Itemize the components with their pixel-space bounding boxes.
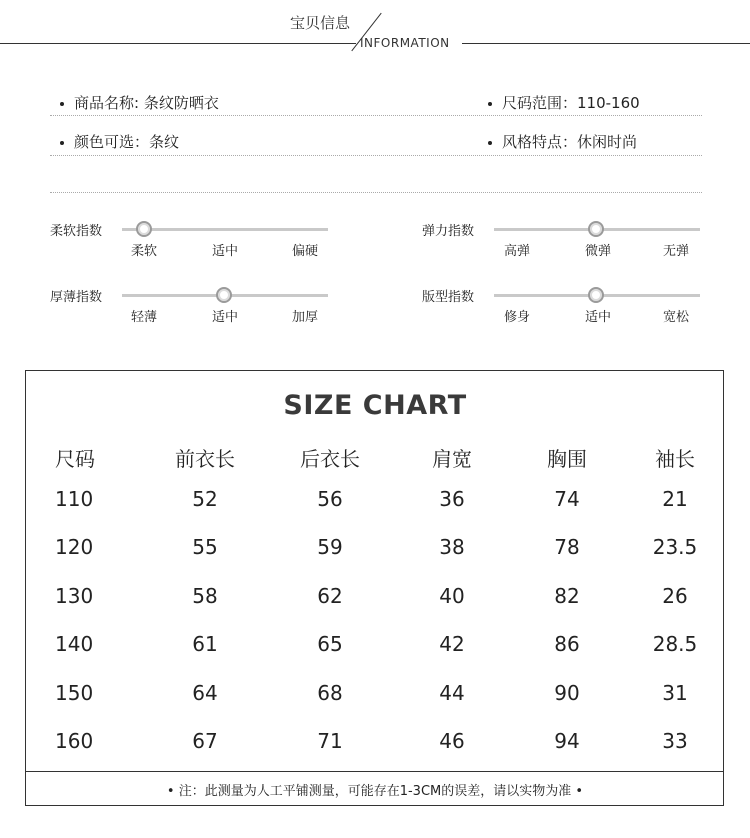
size-table-cell: 67 [192, 729, 218, 753]
header-title: 宝贝信息 [290, 14, 351, 32]
info-style-text: 风格特点：休闲时尚 [502, 133, 638, 151]
size-table-header: 前衣长 [175, 447, 235, 471]
size-table-cell: 160 [55, 729, 94, 753]
size-table-cell: 110 [55, 487, 94, 511]
size-table-cell: 68 [317, 681, 343, 705]
size-chart-title: SIZE CHART [283, 390, 467, 421]
header-rule-left [0, 43, 356, 44]
slider-tick: 加厚 [291, 310, 319, 325]
info-style [488, 131, 637, 152]
slider-softness-knob [136, 221, 152, 237]
size-table-cell: 58 [192, 584, 218, 608]
info-color-text: 颜色可选：条纹 [74, 133, 180, 151]
info-product-name-text: 商品名称: 条纹防晒衣 [74, 94, 219, 112]
slider-tick: 适中 [211, 244, 239, 259]
size-table-cell: 56 [317, 487, 343, 511]
slider-fit-knob [588, 287, 604, 303]
size-table-cell: 55 [192, 535, 218, 559]
measurement-note: • 注：此测量为人工平铺测量，可能存在1-3CM的误差，请以实物为准 • [166, 784, 584, 799]
size-table-cell: 71 [317, 729, 343, 753]
size-table-header: 后衣长 [300, 447, 360, 471]
info-color [60, 131, 179, 152]
size-table-cell: 38 [439, 535, 465, 559]
size-table-cell: 94 [554, 729, 580, 753]
slider-thickness-label: 厚薄指数 [50, 290, 103, 305]
size-table-cell: 46 [439, 729, 465, 753]
slider-tick: 柔软 [130, 244, 158, 259]
slider-thickness-knob [216, 287, 232, 303]
bullet-icon [488, 141, 492, 145]
slider-softness-label: 柔软指数 [50, 224, 103, 239]
info-divider [50, 115, 702, 116]
size-table-cell: 130 [55, 584, 94, 608]
size-table-cell: 61 [192, 632, 218, 656]
note-divider [25, 771, 724, 772]
size-table-cell: 62 [317, 584, 343, 608]
size-table-cell: 64 [192, 681, 218, 705]
slider-tick: 高弹 [503, 244, 531, 259]
size-table-cell: 78 [554, 535, 580, 559]
size-table-cell: 44 [439, 681, 465, 705]
size-table-cell: 42 [439, 632, 465, 656]
size-table-header: 胸围 [547, 447, 587, 471]
size-table-cell: 86 [554, 632, 580, 656]
size-table-cell: 74 [554, 487, 580, 511]
slider-elasticity-knob [588, 221, 604, 237]
bullet-icon [60, 102, 64, 106]
info-divider [50, 155, 702, 156]
size-table-cell: 140 [55, 632, 94, 656]
slider-tick: 修身 [503, 310, 531, 325]
size-table-cell: 90 [554, 681, 580, 705]
slider-tick: 无弹 [662, 244, 690, 259]
size-table-cell: 65 [317, 632, 343, 656]
size-table-cell: 59 [317, 535, 343, 559]
info-size-range [488, 92, 640, 113]
size-table-cell: 40 [439, 584, 465, 608]
size-table-header: 袖长 [655, 447, 695, 471]
slider-elasticity-label: 弹力指数 [422, 224, 475, 239]
size-table-cell: 82 [554, 584, 580, 608]
bullet-icon [60, 141, 64, 145]
size-table-cell: 26 [662, 584, 688, 608]
header-subtitle: INFORMATION [360, 36, 450, 50]
slider-softness-track [122, 228, 328, 231]
size-table-cell: 120 [55, 535, 94, 559]
slider-tick: 轻薄 [130, 310, 158, 325]
size-table-cell: 150 [55, 681, 94, 705]
bullet-icon [488, 102, 492, 106]
slider-fit-label: 版型指数 [422, 290, 475, 305]
size-chart-frame [25, 370, 724, 806]
size-table-header: 肩宽 [432, 447, 472, 471]
slider-tick: 宽松 [662, 310, 690, 325]
size-table-cell: 33 [662, 729, 688, 753]
slider-tick: 适中 [211, 310, 239, 325]
info-size-range-text: 尺码范围：110-160 [502, 94, 640, 112]
info-product-name [60, 92, 219, 113]
size-table-cell: 31 [662, 681, 688, 705]
size-table-cell: 36 [439, 487, 465, 511]
info-divider [50, 192, 702, 193]
size-table-cell: 23.5 [652, 535, 698, 559]
slider-tick: 适中 [584, 310, 612, 325]
size-table-header: 尺码 [55, 447, 95, 471]
slider-tick: 偏硬 [291, 244, 319, 259]
slider-tick: 微弹 [584, 244, 612, 259]
size-table-cell: 28.5 [652, 632, 698, 656]
size-table-cell: 52 [192, 487, 218, 511]
header-rule-right [462, 43, 750, 44]
size-table-cell: 21 [662, 487, 688, 511]
